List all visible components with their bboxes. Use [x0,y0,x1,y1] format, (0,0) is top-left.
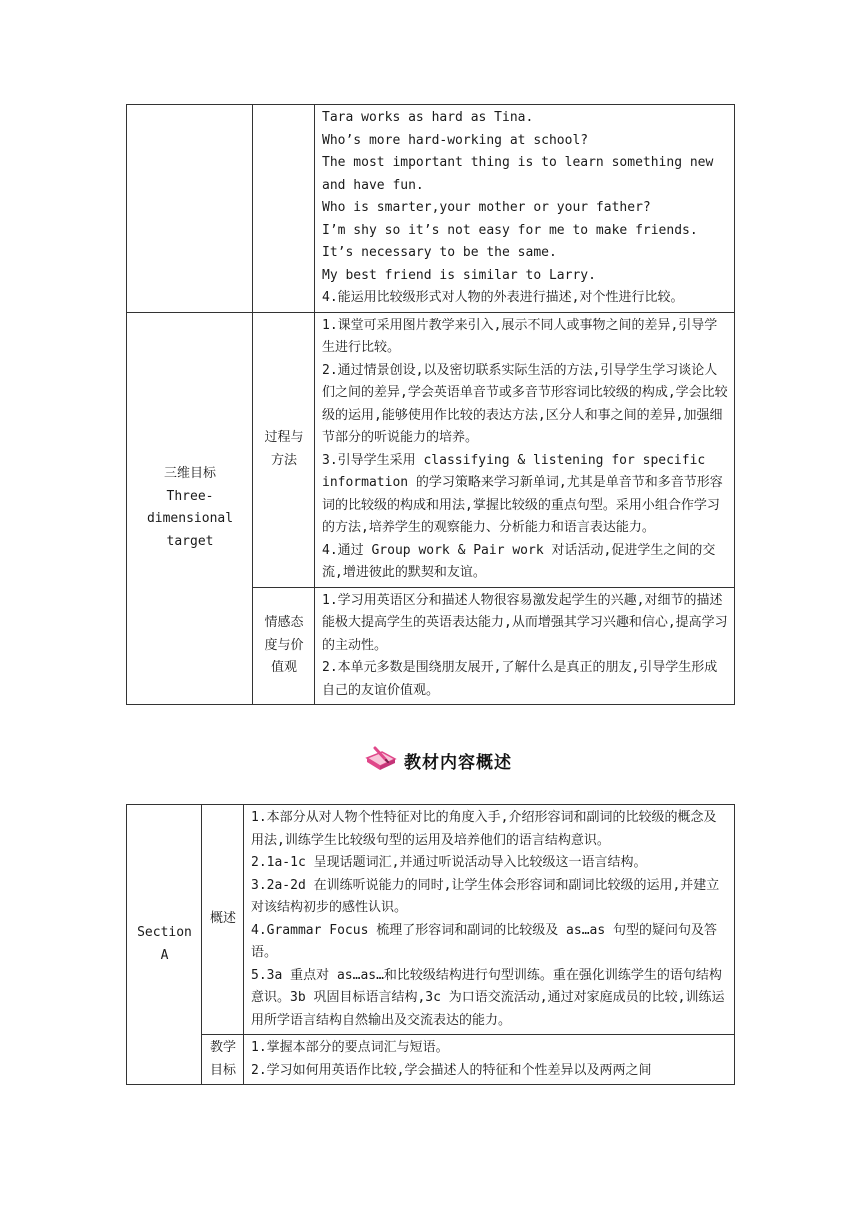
list-item: 1.课堂可采用图片教学来引入,展示不同人或事物之间的差异,引导学生进行比较。 [322,317,718,355]
section-title: 教材内容概述 [404,752,512,773]
example-sentence: Who’s more hard-working at school? [322,132,589,148]
language-examples-cell [315,105,735,313]
list-item: 2.通过情景创设,以及密切联系实际生活的方法,引导学生学习谈论人们之间的差异,学会英语单音节或多音节形容词比较级的构成,学会比较级的运用,能够使用作比较的表达方法,区分人和事之间的差异,加强细节部分的听说能力的培养。 [322,362,728,445]
example-sentence: Who is smarter,your mother or your father? [322,200,651,215]
list-item: 2.学习如何用英语作比较,学会描述人的特征和个性差异以及两两之间 [251,1062,652,1078]
emotion-content-cell [315,587,735,705]
table-row [127,1035,735,1085]
list-item: 1.掌握本部分的要点词汇与短语。 [251,1040,449,1055]
notebook-pen-icon [364,744,398,776]
example-sentence: Tara works as hard as Tina. [322,110,534,125]
overview-label: 概述 [209,911,236,927]
list-item: 2.本单元多数是围绕朋友展开,了解什么是真正的朋友,引导学生形成自己的友谊价值观。 [322,660,718,698]
table-row [127,805,735,1035]
list-item: 4.通过 Group work & Pair work 对话活动,促进学生之间的交流,增进彼此的默契和友谊。 [322,542,716,580]
section-label-cell [127,805,202,1085]
goals-label-cell [202,1035,244,1085]
emotion-label-cell [253,587,315,705]
goals-label: 教学目标 [209,1040,236,1078]
example-sentence: My best friend is similar to Larry. [322,267,596,283]
overview-label-cell [202,805,244,1035]
section-label: Section A [137,925,192,963]
list-item: 1.学习用英语区分和描述人物很容易激发起学生的兴趣,对细节的描述能极大提高学生的英语表达能力,从而增强其学习兴趣和信心,提高学习的主动性。 [322,592,728,653]
process-label: 过程与方法 [264,430,304,468]
overview-content-cell [244,805,735,1035]
example-sentence: It’s necessary to be the same. [322,245,557,260]
section-heading [364,745,512,775]
objectives-table [126,104,735,705]
objective-item: 4.能运用比较级形式对人物的外表进行描述,对个性进行比较。 [322,290,684,305]
table-row [127,312,735,587]
example-sentence: The most important thing is to learn something new and have fun. [322,155,714,193]
list-item: 4.Grammar Focus 梳理了形容词和副词的比较级及 as…as 句型的疑问句及答语。 [251,922,718,960]
content-overview-table [126,804,735,1085]
list-item: 3.2a-2d 在训练听说能力的同时,让学生体会形容词和副词比较级的运用,并建立对该结构初步的感性认识。 [251,877,720,915]
empty-cell [253,105,315,313]
list-item: 2.1a-1c 呈现话题词汇,并通过听说活动导入比较级这一语言结构。 [251,855,647,870]
label-cn: 三维目标 [163,466,216,482]
empty-cell [127,105,253,313]
label-en: Three-dimensional target [146,488,234,549]
list-item: 5.3a 重点对 as…as…和比较级结构进行句型训练。重在强化训练学生的语句结构意识。3b 巩固目标语言结构,3c 为口语交流活动,通过对家庭成员的比较,训练运用所学语言结构自然输出及交流表达的能力。 [251,967,725,1028]
process-content-cell [315,312,735,587]
goals-content-cell [244,1035,735,1085]
process-label-cell [253,312,315,587]
three-dimensional-label-cell [127,312,253,705]
example-sentence: I’m shy so it’s not easy for me to make friends. [322,222,698,238]
list-item: 1.本部分从对人物个性特征对比的角度入手,介绍形容词和副词的比较级的概念及用法,训练学生比较级句型的运用及培养他们的语言结构意识。 [251,810,717,848]
emotion-label: 情感态度与价值观 [264,615,304,675]
list-item: 3.引导学生采用 classifying & listening for specific information 的学习策略来学习新单词,尤其是单音节和多音节形容词的比较级的构成和用法,掌握比较级的重点句型。采用小组合作学习的方法,培养学生的观察能力、分析能力和语言表达能力。 [322,452,723,535]
table-row [127,105,735,313]
